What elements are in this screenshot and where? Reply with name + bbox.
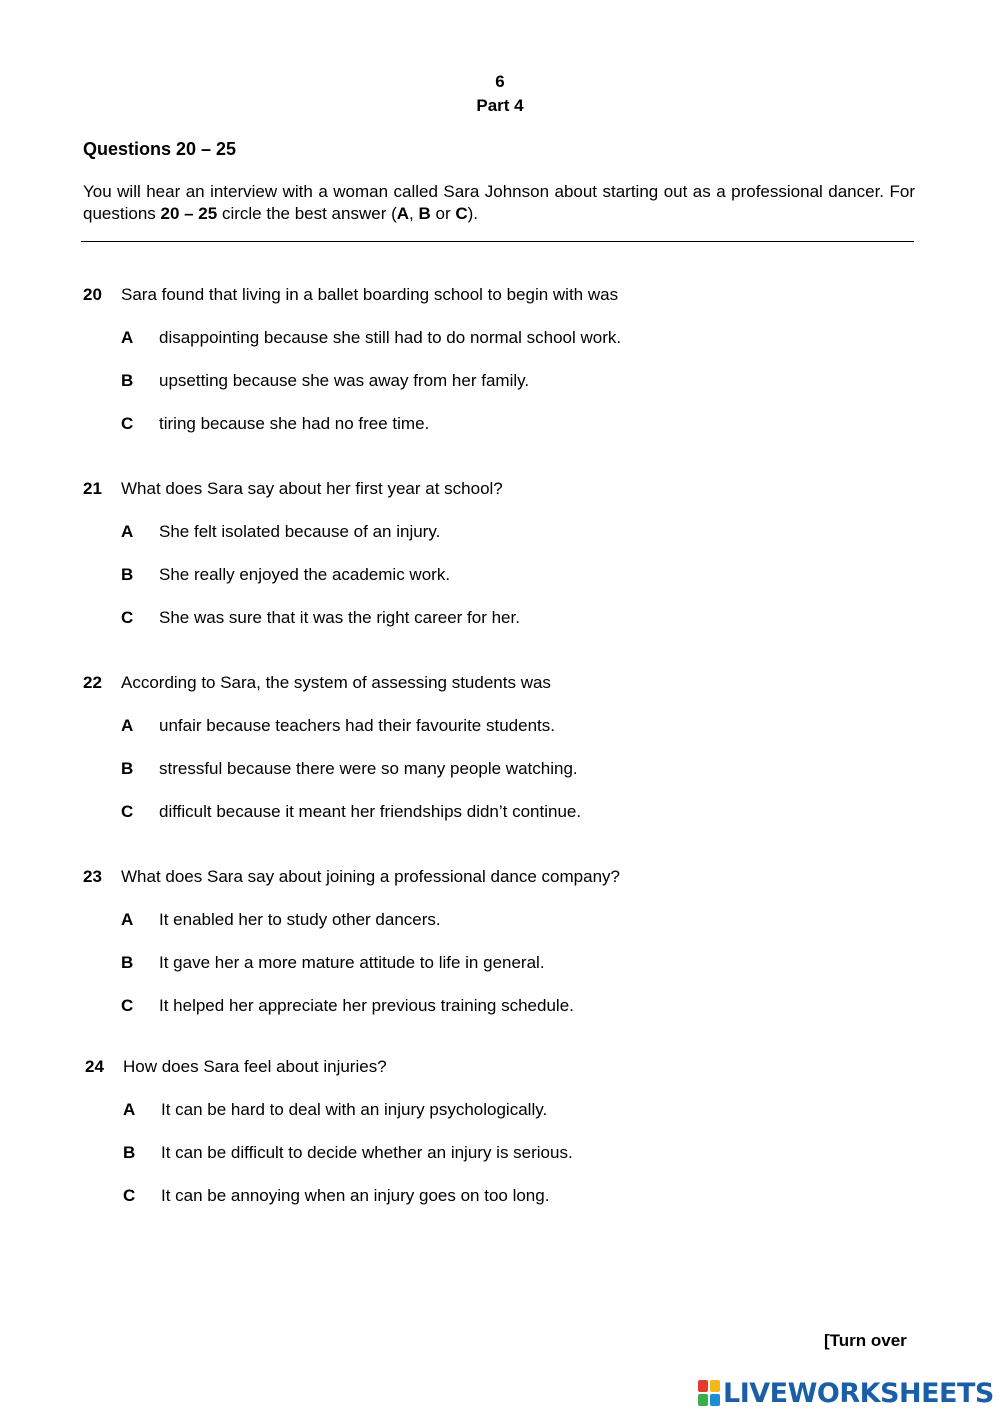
question-number: 22	[83, 673, 102, 692]
logo-square-blue	[710, 1394, 720, 1406]
option-letter: C	[121, 802, 134, 821]
option-letter: C	[121, 414, 134, 433]
option-letter: A	[121, 716, 134, 735]
instructions-option-b: B	[418, 204, 431, 223]
part-title: Part 4	[476, 96, 524, 115]
option-letter: B	[121, 759, 134, 778]
instructions-mid: circle the best answer (	[217, 204, 397, 223]
question-number: 21	[83, 479, 102, 498]
option-text: stressful because there were so many people watching.	[159, 759, 578, 778]
option-text: It enabled her to study other dancers.	[159, 910, 441, 929]
option-text: It can be annoying when an injury goes on too long.	[161, 1186, 550, 1205]
question-text: What does Sara say about joining a professional dance company?	[121, 867, 620, 886]
option-letter: C	[121, 996, 134, 1015]
turn-over-label: [Turn over	[824, 1331, 907, 1350]
option-text: tiring because she had no free time.	[159, 414, 430, 433]
option-text: She was sure that it was the right career for her.	[159, 608, 520, 627]
option-text: It can be difficult to decide whether an injury is serious.	[161, 1143, 573, 1162]
instructions-range: 20 – 25	[160, 204, 218, 223]
option-letter: A	[121, 328, 134, 347]
divider-line	[81, 241, 914, 242]
option-text: difficult because it meant her friendships didn’t continue.	[159, 802, 582, 821]
liveworksheets-logo-icon	[698, 1380, 720, 1406]
option-letter: B	[121, 371, 134, 390]
question-number: 20	[83, 285, 102, 304]
instructions-separator: ,	[409, 204, 419, 223]
instructions-option-a: A	[396, 204, 410, 223]
option-text: It helped her appreciate her previous training schedule.	[159, 996, 574, 1015]
liveworksheets-logo	[698, 1377, 994, 1409]
option-text: It can be hard to deal with an injury psychologically.	[161, 1100, 548, 1119]
option-text: disappointing because she still had to do normal school work.	[159, 328, 622, 347]
instructions-separator: or	[430, 204, 456, 223]
option-letter: B	[121, 953, 134, 972]
option-letter: A	[121, 910, 134, 929]
option-text: She really enjoyed the academic work.	[159, 565, 451, 584]
option-text: She felt isolated because of an injury.	[159, 522, 441, 541]
instructions	[83, 181, 915, 225]
option-letter: B	[123, 1143, 136, 1162]
questions-heading: Questions 20 – 25	[83, 139, 237, 159]
option-letter: A	[123, 1100, 136, 1119]
logo-square-yellow	[710, 1380, 720, 1392]
question-text: What does Sara say about her first year at school?	[121, 479, 503, 498]
question-text: Sara found that living in a ballet boarding school to begin with was	[121, 285, 619, 304]
option-letter: C	[121, 608, 134, 627]
option-text: unfair because teachers had their favourite students.	[159, 716, 555, 735]
option-text: It gave her a more mature attitude to life in general.	[159, 953, 545, 972]
logo-square-green	[698, 1394, 708, 1406]
logo-square-red	[698, 1380, 708, 1392]
instructions-end: ).	[467, 204, 478, 223]
instructions-option-c: C	[455, 204, 468, 223]
question-number: 23	[83, 867, 102, 886]
question-text: According to Sara, the system of assessing students was	[121, 673, 551, 692]
option-letter: C	[123, 1186, 136, 1205]
option-letter: B	[121, 565, 134, 584]
instructions-lead: You will hear an interview with a woman called Sara Johnson about starting out as a professional dancer. For questions	[83, 182, 915, 223]
option-letter: A	[121, 522, 134, 541]
logo-text: LIVEWORKSHEETS	[723, 1377, 994, 1409]
question-number: 24	[85, 1057, 104, 1076]
question-text: How does Sara feel about injuries?	[123, 1057, 387, 1076]
option-text: upsetting because she was away from her family.	[159, 371, 530, 390]
page-number: 6	[495, 72, 505, 91]
